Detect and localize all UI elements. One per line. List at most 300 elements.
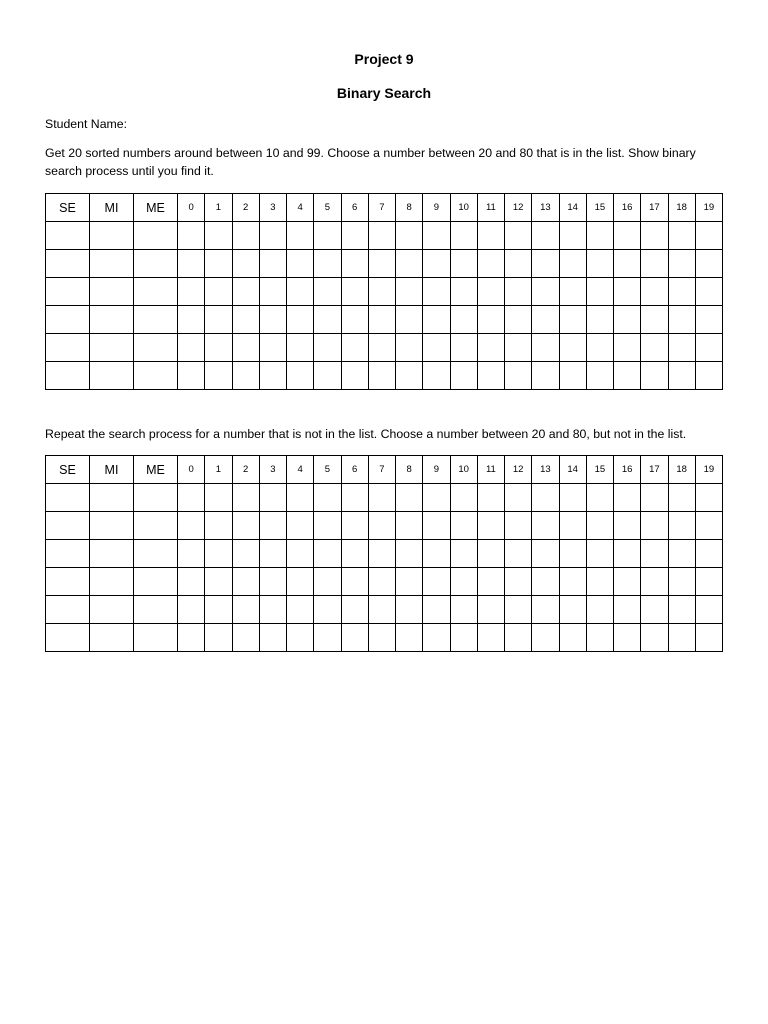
empty-cell <box>90 306 134 334</box>
table-row <box>46 222 723 250</box>
empty-cell <box>477 624 504 652</box>
empty-cell <box>505 568 532 596</box>
empty-cell <box>695 278 722 306</box>
empty-cell <box>205 540 232 568</box>
empty-cell <box>368 568 395 596</box>
empty-cell <box>532 596 559 624</box>
empty-cell <box>450 540 477 568</box>
empty-cell <box>259 334 286 362</box>
empty-cell <box>287 568 314 596</box>
header-cell: MI <box>90 456 134 484</box>
empty-cell <box>46 278 90 306</box>
empty-cell <box>314 540 341 568</box>
empty-cell <box>368 596 395 624</box>
empty-cell <box>614 484 641 512</box>
header-cell: 10 <box>450 456 477 484</box>
header-cell: SE <box>46 194 90 222</box>
empty-cell <box>586 306 613 334</box>
empty-cell <box>477 222 504 250</box>
empty-cell <box>695 250 722 278</box>
empty-cell <box>505 362 532 390</box>
empty-cell <box>559 512 586 540</box>
empty-cell <box>396 306 423 334</box>
header-cell: 19 <box>695 456 722 484</box>
empty-cell <box>641 568 668 596</box>
empty-cell <box>559 334 586 362</box>
empty-cell <box>178 484 205 512</box>
header-cell: 8 <box>396 194 423 222</box>
empty-cell <box>559 568 586 596</box>
header-cell: 11 <box>477 456 504 484</box>
project-title: Project 9 <box>354 51 414 67</box>
empty-cell <box>423 540 450 568</box>
empty-cell <box>46 568 90 596</box>
empty-cell <box>695 568 722 596</box>
empty-cell <box>287 278 314 306</box>
empty-cell <box>134 250 178 278</box>
empty-cell <box>559 484 586 512</box>
empty-cell <box>90 334 134 362</box>
header-cell: 9 <box>423 194 450 222</box>
empty-cell <box>477 278 504 306</box>
empty-cell <box>368 512 395 540</box>
table-row <box>46 362 723 390</box>
empty-cell <box>668 540 695 568</box>
empty-cell <box>532 250 559 278</box>
empty-cell <box>287 306 314 334</box>
empty-cell <box>505 596 532 624</box>
empty-cell <box>668 278 695 306</box>
empty-cell <box>134 362 178 390</box>
empty-cell <box>614 624 641 652</box>
empty-cell <box>232 512 259 540</box>
empty-cell <box>341 278 368 306</box>
empty-cell <box>641 362 668 390</box>
empty-cell <box>423 222 450 250</box>
empty-cell <box>341 222 368 250</box>
empty-cell <box>450 484 477 512</box>
empty-cell <box>505 250 532 278</box>
empty-cell <box>205 250 232 278</box>
empty-cell <box>477 250 504 278</box>
table-row <box>46 278 723 306</box>
empty-cell <box>559 278 586 306</box>
empty-cell <box>505 512 532 540</box>
empty-cell <box>259 624 286 652</box>
empty-cell <box>586 540 613 568</box>
empty-cell <box>641 278 668 306</box>
empty-cell <box>259 306 286 334</box>
empty-cell <box>559 362 586 390</box>
empty-cell <box>423 484 450 512</box>
empty-cell <box>559 306 586 334</box>
table-row <box>46 512 723 540</box>
empty-cell <box>134 278 178 306</box>
empty-cell <box>532 512 559 540</box>
empty-cell <box>314 222 341 250</box>
empty-cell <box>90 222 134 250</box>
header-cell: 4 <box>287 194 314 222</box>
empty-cell <box>423 362 450 390</box>
empty-cell <box>259 596 286 624</box>
empty-cell <box>477 568 504 596</box>
empty-cell <box>450 306 477 334</box>
empty-cell <box>586 278 613 306</box>
empty-cell <box>532 568 559 596</box>
empty-cell <box>396 624 423 652</box>
empty-cell <box>532 334 559 362</box>
header-cell: 4 <box>287 456 314 484</box>
empty-cell <box>259 484 286 512</box>
table-header-row <box>46 456 723 484</box>
empty-cell <box>134 540 178 568</box>
empty-cell <box>532 484 559 512</box>
empty-cell <box>259 512 286 540</box>
empty-cell <box>232 250 259 278</box>
empty-cell <box>46 250 90 278</box>
empty-cell <box>695 540 722 568</box>
empty-cell <box>450 278 477 306</box>
empty-cell <box>695 624 722 652</box>
empty-cell <box>641 306 668 334</box>
header-cell: 13 <box>532 456 559 484</box>
empty-cell <box>134 624 178 652</box>
empty-cell <box>46 306 90 334</box>
empty-cell <box>586 250 613 278</box>
empty-cell <box>46 334 90 362</box>
empty-cell <box>559 250 586 278</box>
empty-cell <box>423 306 450 334</box>
empty-cell <box>314 362 341 390</box>
header-cell: 16 <box>614 456 641 484</box>
empty-cell <box>396 512 423 540</box>
empty-cell <box>695 596 722 624</box>
empty-cell <box>477 362 504 390</box>
empty-cell <box>477 306 504 334</box>
empty-cell <box>232 306 259 334</box>
empty-cell <box>259 278 286 306</box>
empty-cell <box>368 540 395 568</box>
empty-cell <box>232 334 259 362</box>
empty-cell <box>368 222 395 250</box>
empty-cell <box>423 624 450 652</box>
header-cell: 14 <box>559 194 586 222</box>
table-header-row <box>46 194 723 222</box>
empty-cell <box>232 362 259 390</box>
empty-cell <box>341 568 368 596</box>
header-cell: 17 <box>641 456 668 484</box>
empty-cell <box>423 596 450 624</box>
table-row <box>46 568 723 596</box>
empty-cell <box>532 362 559 390</box>
instruction-found: Get 20 sorted numbers around between 10 and 99. Choose a number between 20 and 80 that is in the list. Show binary search process until you find it. <box>45 146 696 178</box>
empty-cell <box>205 512 232 540</box>
empty-cell <box>641 334 668 362</box>
empty-cell <box>314 512 341 540</box>
empty-cell <box>641 624 668 652</box>
empty-cell <box>287 484 314 512</box>
empty-cell <box>314 484 341 512</box>
empty-cell <box>178 362 205 390</box>
empty-cell <box>287 334 314 362</box>
empty-cell <box>314 278 341 306</box>
empty-cell <box>287 222 314 250</box>
empty-cell <box>450 334 477 362</box>
empty-cell <box>586 362 613 390</box>
empty-cell <box>341 362 368 390</box>
empty-cell <box>614 250 641 278</box>
empty-cell <box>450 624 477 652</box>
header-cell: SE <box>46 456 90 484</box>
empty-cell <box>423 334 450 362</box>
empty-cell <box>314 334 341 362</box>
empty-cell <box>450 512 477 540</box>
empty-cell <box>586 596 613 624</box>
empty-cell <box>341 334 368 362</box>
empty-cell <box>178 512 205 540</box>
empty-cell <box>695 306 722 334</box>
table-row <box>46 540 723 568</box>
empty-cell <box>505 334 532 362</box>
empty-cell <box>396 362 423 390</box>
empty-cell <box>90 568 134 596</box>
empty-cell <box>477 334 504 362</box>
empty-cell <box>614 278 641 306</box>
header-cell: 3 <box>259 456 286 484</box>
empty-cell <box>90 362 134 390</box>
empty-cell <box>287 540 314 568</box>
empty-cell <box>505 278 532 306</box>
empty-cell <box>368 278 395 306</box>
empty-cell <box>532 222 559 250</box>
empty-cell <box>641 222 668 250</box>
header-cell: 5 <box>314 194 341 222</box>
empty-cell <box>341 512 368 540</box>
empty-cell <box>314 596 341 624</box>
empty-cell <box>341 540 368 568</box>
empty-cell <box>668 596 695 624</box>
empty-cell <box>90 484 134 512</box>
empty-cell <box>178 278 205 306</box>
empty-cell <box>641 596 668 624</box>
empty-cell <box>134 568 178 596</box>
empty-cell <box>314 568 341 596</box>
empty-cell <box>368 362 395 390</box>
empty-cell <box>314 250 341 278</box>
empty-cell <box>695 512 722 540</box>
empty-cell <box>134 512 178 540</box>
empty-cell <box>668 306 695 334</box>
empty-cell <box>368 306 395 334</box>
empty-cell <box>90 596 134 624</box>
empty-cell <box>205 306 232 334</box>
empty-cell <box>287 362 314 390</box>
table-row <box>46 596 723 624</box>
empty-cell <box>232 484 259 512</box>
empty-cell <box>205 334 232 362</box>
header-cell: 1 <box>205 456 232 484</box>
empty-cell <box>396 540 423 568</box>
empty-cell <box>46 540 90 568</box>
empty-cell <box>396 568 423 596</box>
header-cell: 15 <box>586 456 613 484</box>
empty-cell <box>178 306 205 334</box>
header-cell: 6 <box>341 456 368 484</box>
header-cell: 18 <box>668 456 695 484</box>
empty-cell <box>641 484 668 512</box>
empty-cell <box>314 306 341 334</box>
empty-cell <box>668 250 695 278</box>
header-cell: 2 <box>232 456 259 484</box>
empty-cell <box>532 306 559 334</box>
empty-cell <box>178 334 205 362</box>
empty-cell <box>396 222 423 250</box>
empty-cell <box>396 278 423 306</box>
empty-cell <box>205 596 232 624</box>
empty-cell <box>341 250 368 278</box>
header-cell: MI <box>90 194 134 222</box>
empty-cell <box>341 596 368 624</box>
empty-cell <box>90 624 134 652</box>
empty-cell <box>259 222 286 250</box>
header-cell: 1 <box>205 194 232 222</box>
empty-cell <box>46 512 90 540</box>
header-cell: 12 <box>505 194 532 222</box>
header-cell: 9 <box>423 456 450 484</box>
empty-cell <box>423 512 450 540</box>
empty-cell <box>505 222 532 250</box>
empty-cell <box>532 278 559 306</box>
empty-cell <box>423 568 450 596</box>
empty-cell <box>368 624 395 652</box>
empty-cell <box>614 596 641 624</box>
empty-cell <box>423 250 450 278</box>
empty-cell <box>178 540 205 568</box>
empty-cell <box>90 278 134 306</box>
header-cell: 17 <box>641 194 668 222</box>
empty-cell <box>396 596 423 624</box>
header-cell: 15 <box>586 194 613 222</box>
empty-cell <box>477 596 504 624</box>
empty-cell <box>178 624 205 652</box>
empty-cell <box>259 568 286 596</box>
empty-cell <box>586 222 613 250</box>
empty-cell <box>46 362 90 390</box>
empty-cell <box>178 596 205 624</box>
empty-cell <box>287 250 314 278</box>
empty-cell <box>259 362 286 390</box>
empty-cell <box>614 334 641 362</box>
empty-cell <box>232 222 259 250</box>
student-name-label: Student Name: <box>45 117 128 131</box>
empty-cell <box>232 596 259 624</box>
empty-cell <box>232 278 259 306</box>
empty-cell <box>614 512 641 540</box>
header-cell: ME <box>134 456 178 484</box>
empty-cell <box>232 568 259 596</box>
empty-cell <box>668 484 695 512</box>
header-cell: 16 <box>614 194 641 222</box>
empty-cell <box>46 624 90 652</box>
empty-cell <box>232 540 259 568</box>
header-cell: 12 <box>505 456 532 484</box>
empty-cell <box>559 222 586 250</box>
empty-cell <box>668 624 695 652</box>
empty-cell <box>90 250 134 278</box>
empty-cell <box>477 540 504 568</box>
empty-cell <box>205 568 232 596</box>
empty-cell <box>287 624 314 652</box>
empty-cell <box>341 306 368 334</box>
empty-cell <box>505 540 532 568</box>
empty-cell <box>259 250 286 278</box>
empty-cell <box>205 362 232 390</box>
empty-cell <box>341 484 368 512</box>
empty-cell <box>477 484 504 512</box>
empty-cell <box>46 596 90 624</box>
header-cell: 0 <box>178 194 205 222</box>
empty-cell <box>614 540 641 568</box>
empty-cell <box>450 362 477 390</box>
header-cell: 8 <box>396 456 423 484</box>
empty-cell <box>668 222 695 250</box>
empty-cell <box>695 334 722 362</box>
empty-cell <box>450 222 477 250</box>
empty-cell <box>205 278 232 306</box>
header-cell: 19 <box>695 194 722 222</box>
header-cell: 6 <box>341 194 368 222</box>
header-cell: 7 <box>368 194 395 222</box>
empty-cell <box>341 624 368 652</box>
empty-cell <box>178 222 205 250</box>
header-cell: ME <box>134 194 178 222</box>
empty-cell <box>668 362 695 390</box>
search-table-not-found <box>45 455 723 652</box>
empty-cell <box>668 512 695 540</box>
empty-cell <box>450 596 477 624</box>
header-cell: 14 <box>559 456 586 484</box>
empty-cell <box>205 624 232 652</box>
empty-cell <box>205 222 232 250</box>
empty-cell <box>90 540 134 568</box>
empty-cell <box>423 278 450 306</box>
empty-cell <box>586 484 613 512</box>
empty-cell <box>450 568 477 596</box>
header-cell: 18 <box>668 194 695 222</box>
empty-cell <box>450 250 477 278</box>
empty-cell <box>695 222 722 250</box>
empty-cell <box>314 624 341 652</box>
empty-cell <box>46 222 90 250</box>
empty-cell <box>134 222 178 250</box>
empty-cell <box>614 362 641 390</box>
table-row <box>46 306 723 334</box>
empty-cell <box>505 484 532 512</box>
empty-cell <box>287 596 314 624</box>
empty-cell <box>477 512 504 540</box>
empty-cell <box>614 306 641 334</box>
empty-cell <box>532 624 559 652</box>
empty-cell <box>368 250 395 278</box>
empty-cell <box>178 568 205 596</box>
empty-cell <box>641 512 668 540</box>
empty-cell <box>668 568 695 596</box>
search-table-found <box>45 193 723 390</box>
empty-cell <box>368 484 395 512</box>
header-cell: 2 <box>232 194 259 222</box>
empty-cell <box>396 484 423 512</box>
header-cell: 5 <box>314 456 341 484</box>
